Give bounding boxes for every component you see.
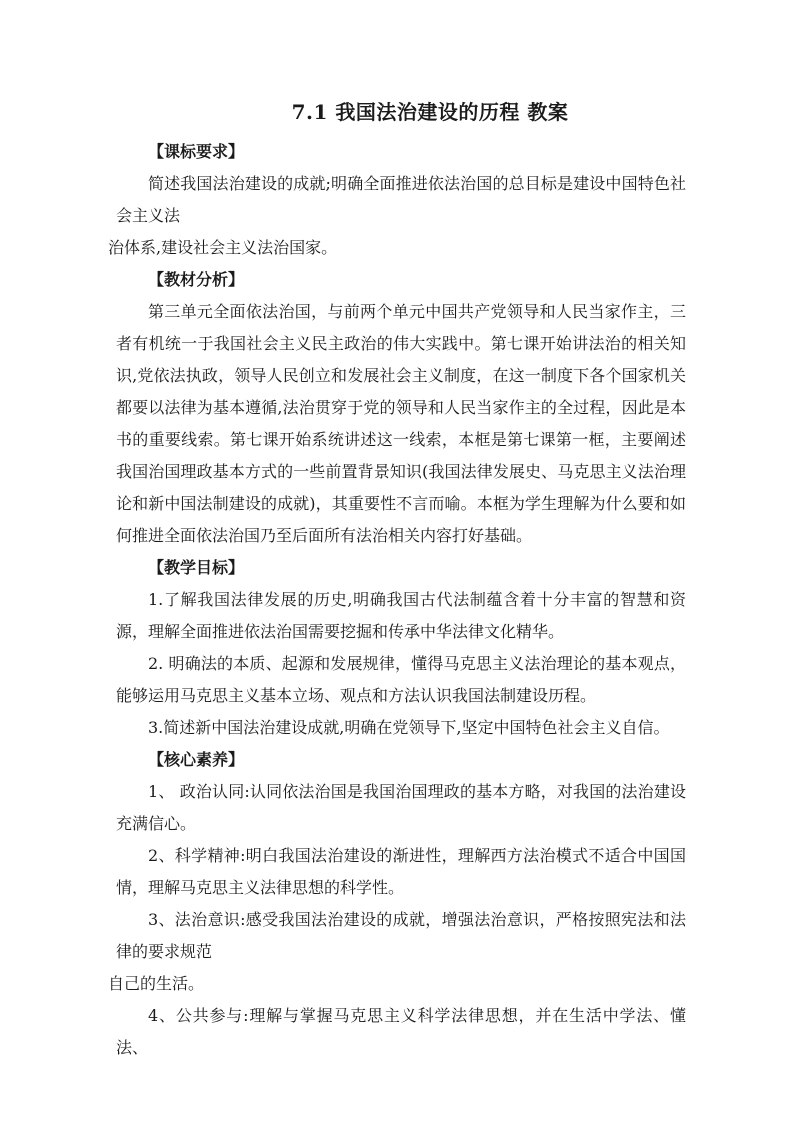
- teaching-goal-item: 2. 明确法的本质、起源和发展规律，懂得马克思主义法治理论的基本观点，能够运用马克思主义基本立场、观点和方法认识我国法制建设历程。: [116, 654, 686, 705]
- core-literacy-item: 2、科学精神:明白我国法治建设的渐进性，理解西方法治模式不适合中国国情，理解马克思主义法律思想的科学性。: [116, 846, 686, 897]
- core-literacy-item: 3、法治意识:感受我国法治建设的成就，增强法治意识，严格按照宪法和法律的要求规范: [116, 910, 686, 961]
- core-literacy-item-continued: 自己的生活。: [108, 974, 205, 993]
- curriculum-paragraph: 简述我国法治建设的成就;明确全面推进依法治国的总目标是建设中国特色社会主义法: [116, 174, 686, 225]
- core-literacy-item: 1、 政治认同:认同依法治国是我国治国理政的基本方略，对我国的法治建设充满信心。: [116, 782, 686, 833]
- section-heading-textbook-analysis: 【教材分析】: [148, 270, 245, 289]
- teaching-goal-item: 1.了解我国法律发展的历史,明确我国古代法制蕴含着十分丰富的智慧和资源，理解全面推进依法治国需要挖掘和传承中华法律文化精华。: [116, 590, 686, 641]
- document-body: [108, 136, 686, 1064]
- section-heading-core-literacy: 【核心素养】: [148, 750, 245, 769]
- textbook-analysis-paragraph: 第三单元全面依法治国，与前两个单元中国共产党领导和人民当家作主，三者有机统一于我国社会主义民主政治的伟大实践中。第七课开始讲法治的相关知识,党依法执政，领导人民创立和发展社会主义制度，在这一制度下各个国家机关都要以法律为基本遵循,法治贯穿于党的领导和人民当家作主的全过程，因此是本书的重要线索。第七课开始系统讲述这一线索，本框是第七课第一框，主要阐述我国治国理政基本方式的一些前置背景知识(我国法律发展史、马克思主义法治理论和新中国法制建设的成就)，其重要性不言而喻。本框为学生理解为什么要和如何推进全面依法治国乃至后面所有法治相关内容打好基础。: [116, 302, 686, 545]
- teaching-goal-item: 3.简述新中国法治建设成就,明确在党领导下,坚定中国特色社会主义自信。: [148, 718, 670, 737]
- section-heading-teaching-goals: 【教学目标】: [148, 558, 245, 577]
- section-heading-curriculum: 【课标要求】: [148, 142, 245, 161]
- core-literacy-item: 4、公共参与:理解与掌握马克思主义科学法律思想，并在生活中学法、懂法、: [116, 1006, 686, 1057]
- curriculum-paragraph-continued: 治体系,建设社会主义法治国家。: [108, 238, 338, 257]
- document-title: 7.1 我国法治建设的历程 教案: [291, 100, 569, 124]
